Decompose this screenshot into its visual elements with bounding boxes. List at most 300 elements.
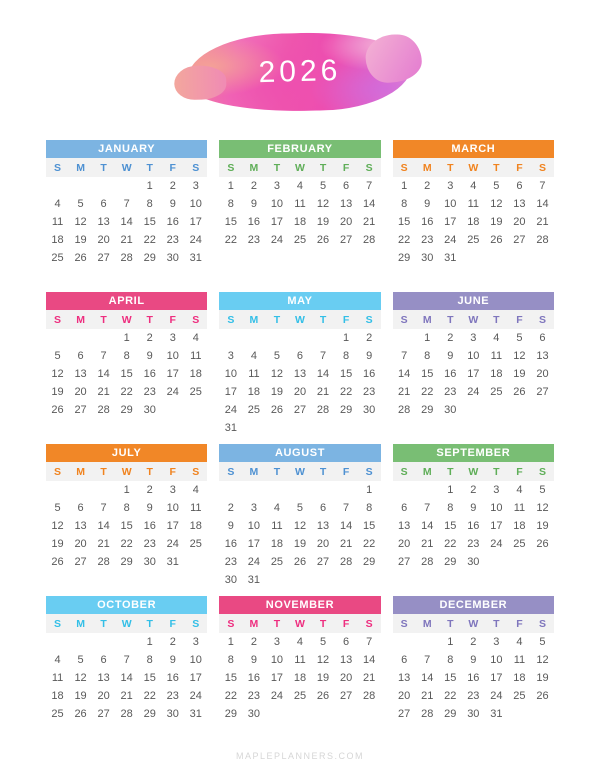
weekday-label: T xyxy=(447,161,454,174)
day-cell: 9 xyxy=(250,654,257,666)
month-block xyxy=(46,292,207,419)
week-row xyxy=(393,687,554,705)
day-cell: 10 xyxy=(247,520,261,532)
day-cell: 6 xyxy=(100,198,107,210)
weekday-row xyxy=(393,462,554,481)
day-cell: 8 xyxy=(447,654,454,666)
day-cell: 1 xyxy=(146,180,153,192)
day-cell: 8 xyxy=(366,502,373,514)
day-cell: 16 xyxy=(143,520,156,532)
weekday-label: T xyxy=(447,617,454,630)
day-cell: 5 xyxy=(54,502,61,514)
week-row xyxy=(219,553,380,571)
day-cell: 18 xyxy=(189,520,202,532)
week-row xyxy=(46,633,207,651)
day-cell: 28 xyxy=(363,690,376,702)
day-cell: 17 xyxy=(270,216,284,228)
month-title: JUNE xyxy=(393,292,554,310)
day-cell: 4 xyxy=(273,502,280,514)
day-cell: 10 xyxy=(166,350,179,362)
day-cell: 7 xyxy=(424,502,431,514)
day-cell: 20 xyxy=(536,368,549,380)
weekday-label: W xyxy=(295,465,305,478)
day-cell: 17 xyxy=(467,368,480,380)
day-cell: 15 xyxy=(120,368,133,380)
month-title: APRIL xyxy=(46,292,207,310)
day-cell: 31 xyxy=(247,574,261,586)
day-cell: 24 xyxy=(270,690,284,702)
month-block xyxy=(219,292,380,437)
day-cell: 23 xyxy=(421,234,434,246)
day-cell: 15 xyxy=(120,520,133,532)
day-cell: 5 xyxy=(77,654,84,666)
month-title: NOVEMBER xyxy=(219,596,380,614)
weekday-label: W xyxy=(468,617,479,630)
day-cell: 29 xyxy=(143,708,156,720)
day-cell: 4 xyxy=(296,180,304,192)
weekday-label: F xyxy=(342,465,350,478)
day-cell: 27 xyxy=(316,556,330,568)
day-cell: 20 xyxy=(398,538,411,550)
week-row xyxy=(393,177,554,195)
day-cell: 13 xyxy=(293,368,307,380)
day-cell: 10 xyxy=(189,198,202,210)
day-cell: 1 xyxy=(146,636,153,648)
day-cell: 17 xyxy=(189,672,202,684)
day-cell: 15 xyxy=(143,672,156,684)
week-row xyxy=(219,571,380,589)
day-cell: 23 xyxy=(247,690,261,702)
month-block xyxy=(46,444,207,571)
day-cell: 2 xyxy=(169,180,176,192)
day-cell: 12 xyxy=(316,654,330,666)
day-cell: 21 xyxy=(97,386,110,398)
day-cell: 10 xyxy=(189,654,202,666)
weekday-label: S xyxy=(192,465,200,478)
day-cell: 15 xyxy=(339,368,353,380)
weekday-label: S xyxy=(400,465,408,478)
weekday-label: T xyxy=(447,465,454,478)
day-cell: 12 xyxy=(270,368,284,380)
day-cell: 24 xyxy=(444,234,457,246)
weekday-label: S xyxy=(400,617,408,630)
day-cell: 14 xyxy=(421,672,434,684)
day-cell: 2 xyxy=(366,332,373,344)
week-row xyxy=(46,231,207,249)
day-cell: 21 xyxy=(339,538,353,550)
week-row xyxy=(219,231,380,249)
weekday-label: T xyxy=(100,313,107,326)
day-cell: 13 xyxy=(316,520,330,532)
day-cell: 16 xyxy=(166,216,179,228)
day-cell: 24 xyxy=(189,234,202,246)
day-cell: 14 xyxy=(421,520,434,532)
day-cell: 9 xyxy=(424,198,431,210)
weekday-label: M xyxy=(422,161,432,174)
day-cell: 9 xyxy=(227,520,234,532)
day-cell: 8 xyxy=(123,502,130,514)
day-cell: 18 xyxy=(467,216,480,228)
day-cell: 29 xyxy=(398,252,411,264)
weekday-label: M xyxy=(76,617,85,630)
day-cell: 22 xyxy=(143,690,156,702)
day-cell: 21 xyxy=(97,538,110,550)
day-cell: 12 xyxy=(51,368,64,380)
weekday-label: S xyxy=(54,313,62,326)
day-cell: 19 xyxy=(51,538,64,550)
day-cell: 25 xyxy=(513,690,526,702)
day-cell: 7 xyxy=(100,350,107,362)
month-title: FEBRUARY xyxy=(219,140,380,158)
day-cell: 17 xyxy=(270,672,284,684)
day-cell: 27 xyxy=(398,556,411,568)
month-block xyxy=(393,444,554,571)
day-cell: 30 xyxy=(247,708,261,720)
day-cell: 26 xyxy=(316,690,330,702)
day-cell: 13 xyxy=(74,520,87,532)
day-cell: 22 xyxy=(444,690,457,702)
weekday-row xyxy=(219,158,380,177)
day-cell: 21 xyxy=(398,386,411,398)
day-cell: 16 xyxy=(166,672,179,684)
month-title: AUGUST xyxy=(219,444,380,462)
day-cell: 26 xyxy=(536,690,549,702)
day-cell: 5 xyxy=(539,484,546,496)
day-cell: 1 xyxy=(401,180,408,192)
day-cell: 17 xyxy=(247,538,261,550)
day-cell: 29 xyxy=(120,556,133,568)
weekday-label: T xyxy=(493,161,500,174)
weekday-label: W xyxy=(295,161,305,174)
day-cell: 13 xyxy=(339,654,353,666)
weekday-label: S xyxy=(365,313,373,326)
day-cell: 11 xyxy=(513,654,526,666)
day-cell: 29 xyxy=(143,252,156,264)
week-row xyxy=(46,401,207,419)
day-cell: 21 xyxy=(363,672,376,684)
day-cell: 8 xyxy=(227,198,234,210)
day-cell: 7 xyxy=(123,654,130,666)
month-body xyxy=(393,329,554,419)
day-cell: 1 xyxy=(123,484,130,496)
weekday-row xyxy=(219,310,380,329)
day-cell: 8 xyxy=(146,198,153,210)
day-cell: 21 xyxy=(120,234,133,246)
weekday-label: T xyxy=(319,161,327,174)
week-row xyxy=(46,705,207,723)
day-cell: 18 xyxy=(293,216,307,228)
week-row xyxy=(46,687,207,705)
day-cell: 14 xyxy=(363,654,376,666)
week-row xyxy=(46,535,207,553)
day-cell: 12 xyxy=(536,654,549,666)
day-cell: 25 xyxy=(51,708,64,720)
day-cell: 5 xyxy=(54,350,61,362)
week-row xyxy=(393,365,554,383)
day-cell: 2 xyxy=(424,180,431,192)
day-cell: 30 xyxy=(166,252,179,264)
weekday-row xyxy=(46,310,207,329)
day-cell: 27 xyxy=(97,252,110,264)
weekday-label: T xyxy=(493,617,500,630)
day-cell: 31 xyxy=(224,422,237,434)
month-title: MARCH xyxy=(393,140,554,158)
day-cell: 8 xyxy=(424,350,431,362)
day-cell: 11 xyxy=(513,502,526,514)
day-cell: 24 xyxy=(247,556,261,568)
day-cell: 14 xyxy=(363,198,376,210)
month-block xyxy=(393,140,554,267)
day-cell: 1 xyxy=(366,484,373,496)
day-cell: 11 xyxy=(190,502,202,514)
day-cell: 26 xyxy=(51,556,64,568)
day-cell: 28 xyxy=(421,556,434,568)
month-block xyxy=(46,596,207,723)
day-cell: 11 xyxy=(490,350,503,362)
day-cell: 14 xyxy=(536,198,549,210)
day-cell: 3 xyxy=(169,484,176,496)
weekday-row xyxy=(46,614,207,633)
day-cell: 21 xyxy=(536,216,549,228)
day-cell: 27 xyxy=(74,556,87,568)
week-row xyxy=(219,365,380,383)
day-cell: 8 xyxy=(343,350,350,362)
day-cell: 10 xyxy=(467,350,480,362)
day-cell: 1 xyxy=(447,636,454,648)
day-cell: 23 xyxy=(224,556,237,568)
weekday-label: T xyxy=(146,465,153,478)
day-cell: 11 xyxy=(294,654,306,666)
day-cell: 25 xyxy=(270,556,284,568)
weekday-label: S xyxy=(365,617,373,630)
day-cell: 3 xyxy=(470,332,477,344)
day-cell: 9 xyxy=(146,350,153,362)
weekday-label: S xyxy=(192,313,200,326)
day-cell: 18 xyxy=(189,368,202,380)
week-row xyxy=(46,383,207,401)
day-cell: 9 xyxy=(366,350,373,362)
day-cell: 9 xyxy=(169,198,176,210)
day-cell: 4 xyxy=(470,180,477,192)
week-row xyxy=(393,231,554,249)
weekday-row xyxy=(219,462,380,481)
day-cell: 9 xyxy=(470,502,477,514)
week-row xyxy=(393,329,554,347)
day-cell: 31 xyxy=(444,252,457,264)
week-row xyxy=(393,553,554,571)
day-cell: 6 xyxy=(401,654,408,666)
month-body xyxy=(393,633,554,723)
weekday-label: S xyxy=(227,161,235,174)
day-cell: 3 xyxy=(227,350,234,362)
day-cell: 12 xyxy=(293,520,307,532)
day-cell: 1 xyxy=(343,332,350,344)
weekday-label: F xyxy=(169,161,176,174)
weekday-label: F xyxy=(169,313,176,326)
day-cell: 15 xyxy=(143,216,156,228)
day-cell: 20 xyxy=(339,216,353,228)
day-cell: 2 xyxy=(470,636,477,648)
weekday-label: F xyxy=(516,617,523,630)
day-cell: 17 xyxy=(490,520,503,532)
day-cell: 14 xyxy=(97,368,110,380)
day-cell: 13 xyxy=(74,368,87,380)
week-row xyxy=(219,195,380,213)
week-row xyxy=(393,249,554,267)
day-cell: 20 xyxy=(398,690,411,702)
day-cell: 8 xyxy=(146,654,153,666)
weekday-label: T xyxy=(319,465,327,478)
day-cell: 26 xyxy=(513,386,526,398)
month-title: MAY xyxy=(219,292,380,310)
day-cell: 20 xyxy=(293,386,307,398)
day-cell: 5 xyxy=(539,636,546,648)
week-row xyxy=(393,481,554,499)
day-cell: 5 xyxy=(319,636,327,648)
day-cell: 28 xyxy=(316,404,330,416)
day-cell: 14 xyxy=(120,216,133,228)
day-cell: 2 xyxy=(146,332,153,344)
day-cell: 14 xyxy=(316,368,330,380)
weekday-label: S xyxy=(192,161,200,174)
week-row xyxy=(46,553,207,571)
day-cell: 26 xyxy=(51,404,64,416)
month-body xyxy=(219,481,380,589)
weekday-label: T xyxy=(493,313,500,326)
day-cell: 28 xyxy=(97,404,110,416)
day-cell: 2 xyxy=(470,484,477,496)
month-block xyxy=(219,140,380,249)
weekday-label: S xyxy=(538,313,546,326)
day-cell: 25 xyxy=(247,404,261,416)
day-cell: 24 xyxy=(467,386,480,398)
day-cell: 24 xyxy=(270,234,284,246)
day-cell: 29 xyxy=(120,404,133,416)
weekday-label: M xyxy=(76,313,85,326)
day-cell: 5 xyxy=(319,180,327,192)
weekday-label: S xyxy=(227,617,235,630)
weekday-label: T xyxy=(273,161,281,174)
day-cell: 3 xyxy=(250,502,257,514)
day-cell: 30 xyxy=(467,556,480,568)
day-cell: 1 xyxy=(227,636,234,648)
month-body xyxy=(46,633,207,723)
day-cell: 21 xyxy=(421,690,434,702)
day-cell: 5 xyxy=(516,332,523,344)
day-cell: 31 xyxy=(490,708,503,720)
weekday-label: S xyxy=(400,313,408,326)
weekday-label: S xyxy=(365,465,373,478)
day-cell: 13 xyxy=(513,198,526,210)
day-cell: 28 xyxy=(536,234,549,246)
day-cell: 9 xyxy=(169,654,176,666)
weekday-label: S xyxy=(365,161,373,174)
day-cell: 2 xyxy=(169,636,176,648)
day-cell: 5 xyxy=(493,180,500,192)
day-cell: 11 xyxy=(271,520,283,532)
day-cell: 15 xyxy=(421,368,434,380)
day-cell: 28 xyxy=(421,708,434,720)
weekday-label: M xyxy=(422,617,432,630)
weekday-label: T xyxy=(319,313,327,326)
day-cell: 23 xyxy=(143,538,156,550)
day-cell: 13 xyxy=(97,216,110,228)
weekday-label: F xyxy=(516,161,523,174)
month-block xyxy=(219,596,380,723)
weekday-label: S xyxy=(538,617,546,630)
week-row xyxy=(219,499,380,517)
weekday-label: F xyxy=(342,617,350,630)
day-cell: 16 xyxy=(421,216,434,228)
weekday-row xyxy=(46,158,207,177)
month-body xyxy=(219,633,380,723)
day-cell: 10 xyxy=(270,654,284,666)
month-block xyxy=(219,444,380,589)
day-cell: 25 xyxy=(189,538,202,550)
weekday-label: S xyxy=(538,465,546,478)
day-cell: 2 xyxy=(227,502,234,514)
year-title: 2026 xyxy=(258,53,342,90)
day-cell: 23 xyxy=(444,386,457,398)
weekday-label: T xyxy=(100,465,107,478)
week-row xyxy=(46,481,207,499)
weekday-label: W xyxy=(468,313,479,326)
day-cell: 3 xyxy=(447,180,454,192)
day-cell: 4 xyxy=(192,484,199,496)
month-title: SEPTEMBER xyxy=(393,444,554,462)
day-cell: 6 xyxy=(516,180,523,192)
weekday-row xyxy=(393,158,554,177)
day-cell: 5 xyxy=(273,350,280,362)
week-row xyxy=(46,329,207,347)
day-cell: 19 xyxy=(316,672,330,684)
day-cell: 12 xyxy=(74,216,87,228)
week-row xyxy=(219,347,380,365)
day-cell: 11 xyxy=(467,198,480,210)
week-row xyxy=(393,383,554,401)
day-cell: 1 xyxy=(227,180,234,192)
day-cell: 21 xyxy=(316,386,330,398)
day-cell: 13 xyxy=(398,672,411,684)
day-cell: 15 xyxy=(444,520,457,532)
weekday-label: T xyxy=(146,617,153,630)
day-cell: 20 xyxy=(513,216,526,228)
month-body xyxy=(219,177,380,249)
month-body xyxy=(46,481,207,571)
day-cell: 10 xyxy=(224,368,237,380)
weekday-label: W xyxy=(121,161,132,174)
day-cell: 18 xyxy=(513,672,526,684)
day-cell: 9 xyxy=(447,350,454,362)
day-cell: 9 xyxy=(146,502,153,514)
day-cell: 17 xyxy=(490,672,503,684)
day-cell: 14 xyxy=(120,672,133,684)
day-cell: 10 xyxy=(444,198,457,210)
weekday-label: W xyxy=(121,617,132,630)
day-cell: 27 xyxy=(513,234,526,246)
week-row xyxy=(46,347,207,365)
weekday-label: W xyxy=(121,465,132,478)
week-row xyxy=(219,329,380,347)
week-row xyxy=(219,177,380,195)
weekday-label: S xyxy=(227,313,235,326)
week-row xyxy=(219,481,380,499)
weekday-label: W xyxy=(295,617,305,630)
day-cell: 29 xyxy=(421,404,434,416)
day-cell: 19 xyxy=(74,690,87,702)
day-cell: 22 xyxy=(398,234,411,246)
day-cell: 6 xyxy=(343,636,350,648)
